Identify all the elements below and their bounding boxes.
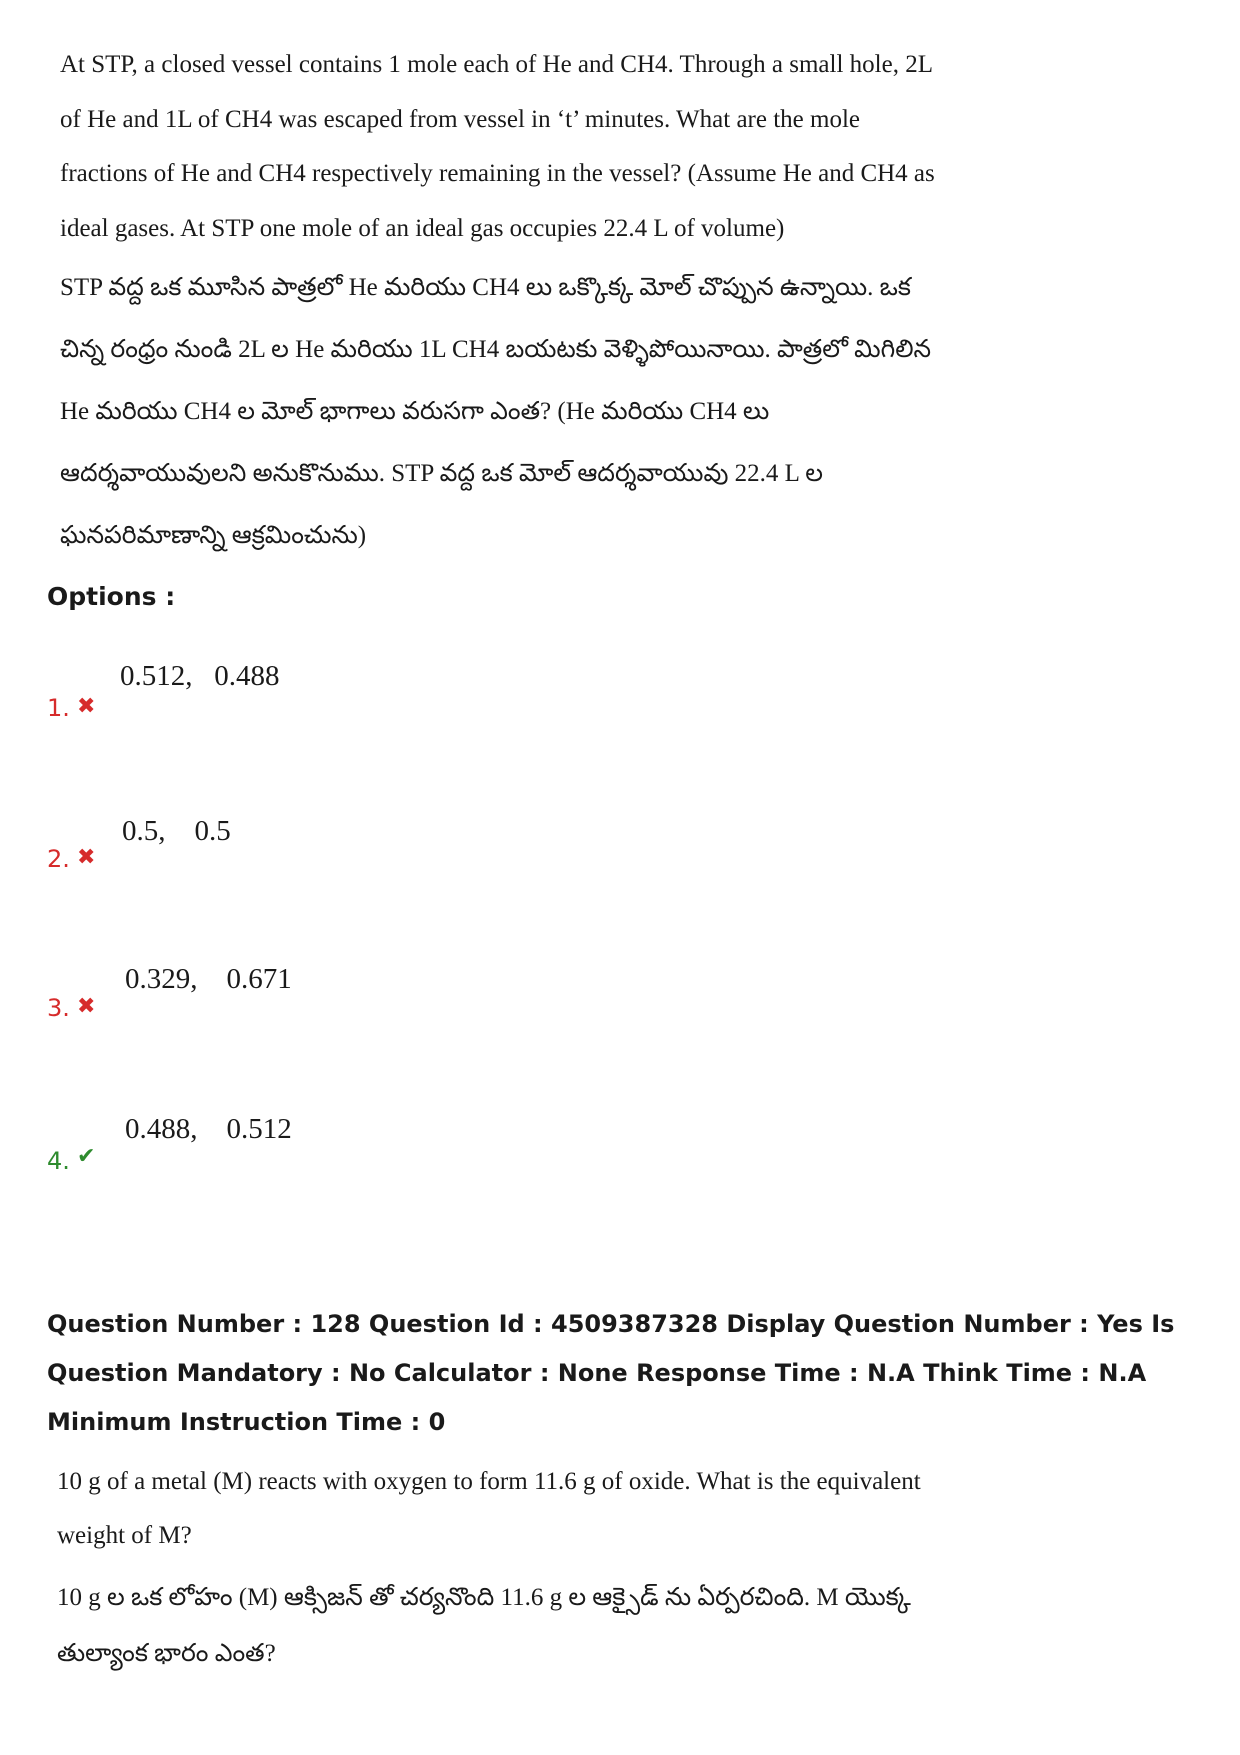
wrong-cross-icon: ✖ [77, 694, 96, 719]
correct-check-icon: ✔ [77, 1144, 96, 1169]
option-value: 0.329, 0.671 [125, 963, 292, 995]
option-number: 1. [47, 694, 70, 722]
question-text-english: At STP, a closed vessel contains 1 mole each of He and CH4. Through a small hole, 2L of He and 1L of CH4 was escaped from vessel in ‘t’ minutes. What are the mole fractions of He and CH4 respectively remaining in the vessel? (Assume He and CH4 as ideal gases. At STP one mole of an ideal gas occupies 22.4 L of volume) [60, 51, 935, 242]
next-question-text-english: 10 g of a metal (M) reacts with oxygen to form 11.6 g of oxide. What is the equivalent weight of M? [57, 1468, 921, 1549]
option-value: 0.5, 0.5 [122, 815, 231, 847]
next-question-text-telugu: 10 g ల ఒక లోహం (M) ఆక్సిజన్ తో చర్యనొంది 11.6 g ల ఆక్సైడ్ ను ఏర్పరచింది. M యొక్క తుల్యాంక భారం ఎంత? [57, 1584, 911, 1667]
wrong-cross-icon: ✖ [77, 994, 96, 1019]
option-number: 4. [47, 1147, 70, 1175]
option-number: 2. [47, 845, 70, 873]
wrong-cross-icon: ✖ [77, 845, 96, 870]
option-number: 3. [47, 994, 70, 1022]
question-metadata: Question Number : 128 Question Id : 4509387328 Display Question Number : Yes Is Question Mandatory : No Calculator : None Response Time : N.A Think Time : N.A Minimum Instruction Time : 0 [47, 1310, 1175, 1436]
option-value: 0.488, 0.512 [125, 1113, 292, 1145]
options-heading: Options : [47, 582, 176, 611]
question-text-telugu: STP వద్ద ఒక మూసిన పాత్రలో He మరియు CH4 లు ఒక్కొక్క మోల్ చొప్పున ఉన్నాయి. ఒక చిన్న రంధ్రం నుండి 2L ల He మరియు 1L CH4 బయటకు వెళ్ళిపోయినాయి. పాత్రలో మిగిలిన He మరియు CH4 ల మోల్ భాగాలు వరుసగా ఎంత? (He మరియు CH4 లు ఆదర్శవాయువులని అనుకొనుము. STP వద్ద ఒక మోల్ ఆదర్శవాయువు 22.4 L ల ఘనపరిమాణాన్ని ఆక్రమించును) [60, 274, 932, 549]
option-value: 0.512, 0.488 [120, 660, 280, 692]
